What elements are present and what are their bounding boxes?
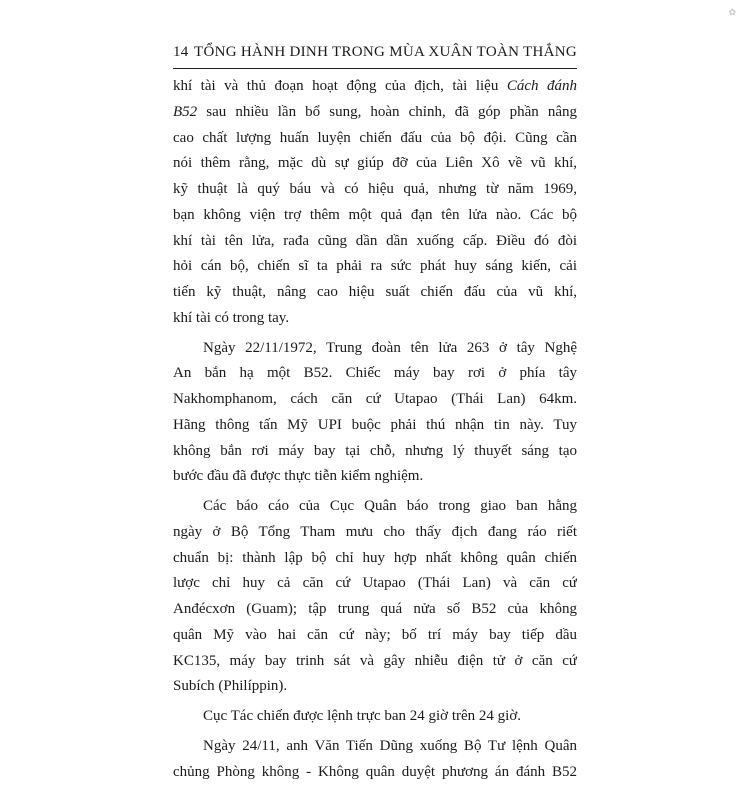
text-line: KC135, máy bay trinh sát và gây nhiễu điện tử ở căn cứ: [173, 652, 577, 669]
text-line: nói thêm rằng, mặc dù sự giúp đỡ của Liên Xô về vũ khí,: [173, 155, 577, 172]
text-line: cao chất lượng huấn luyện chiến đấu của bộ đội. Cũng cần: [173, 129, 577, 146]
text-line: khí tài có trong tay.: [173, 309, 290, 326]
text-line: An bắn hạ một B52. Chiếc máy bay rơi ở phía tây: [173, 365, 577, 382]
page-body: [173, 74, 577, 789]
text-line: quân Mỹ vào hai căn cứ này; bố trí máy bay tiếp dầu: [173, 626, 577, 643]
text-line: B52 sau nhiều lần bổ sung, hoàn chỉnh, đã góp phần nâng: [173, 103, 577, 120]
text-line: chủng Phòng không - Không quân duyệt phương án đánh B52: [173, 763, 577, 780]
text-line: Anđécxơn (Guam); tập trung quá nửa số B52 của không: [173, 601, 577, 617]
text-line: Nakhomphanom, cách căn cứ Utapao (Thái Lan) 64km.: [173, 391, 577, 407]
text-line: Hãng thông tấn Mỹ UPI buộc phải thú nhận tin này. Tuy: [173, 416, 577, 433]
text-line: khí tài và thủ đoạn hoạt động của địch, tài liệu Cách đánh: [173, 78, 577, 94]
text-line: khí tài tên lửa, rađa cũng dần dần xuống cấp. Điều đó đòi: [173, 232, 577, 249]
text-line: kỹ thuật là quý báu và có hiệu quả, nhưng từ năm 1969,: [173, 181, 577, 197]
text-line: Ngày 22/11/1972, Trung đoàn tên lửa 263 ở tây Nghệ: [203, 339, 577, 356]
text-line: ngày ở Bộ Tổng Tham mưu cho thấy địch đang ráo riết: [173, 523, 577, 540]
text-line: bạn không viện trợ thêm một quả đạn tên lửa nào. Các bộ: [173, 206, 577, 223]
corner-flower-icon: ✿: [728, 7, 736, 17]
paragraph-4: [173, 704, 577, 730]
text-line: hỏi cán bộ, chiến sĩ ta phải ra sức phát huy sáng kiến, cải: [173, 258, 577, 275]
page-header: [173, 44, 577, 69]
page-number: 14: [173, 44, 189, 60]
text-line: tiến kỹ thuật, nâng cao hiệu suất chiến đấu của vũ khí,: [173, 284, 577, 300]
running-title: TỔNG HÀNH DINH TRONG MÙA XUÂN TOÀN THẮNG: [194, 44, 577, 60]
text-line: bước đầu đã được thực tiễn kiểm nghiệm.: [173, 468, 424, 485]
text-line: Các báo cáo của Cục Quân báo trong giao ban hằng: [203, 498, 577, 514]
text-line: lược chỉ huy cả căn cứ Utapao (Thái Lan) và căn cứ: [173, 575, 577, 592]
text-line: Ngày 24/11, anh Văn Tiến Dũng xuống Bộ Tư lệnh Quân: [203, 737, 577, 754]
paragraph-1: [173, 74, 577, 332]
paragraph-5: [173, 734, 577, 786]
text-line: không bắn rơi máy bay tại chỗ, nhưng lý thuyết sáng tạo: [173, 442, 577, 459]
text-line: Cục Tác chiến được lệnh trực ban 24 giờ trên 24 giờ.: [203, 708, 522, 724]
paragraph-2: [173, 336, 577, 491]
paragraph-3: [173, 494, 577, 700]
text-line: Subích (Philíppin).: [173, 678, 288, 695]
text-line: chuẩn bị: thành lập bộ chỉ huy hợp nhất không quân chiến: [173, 549, 577, 566]
